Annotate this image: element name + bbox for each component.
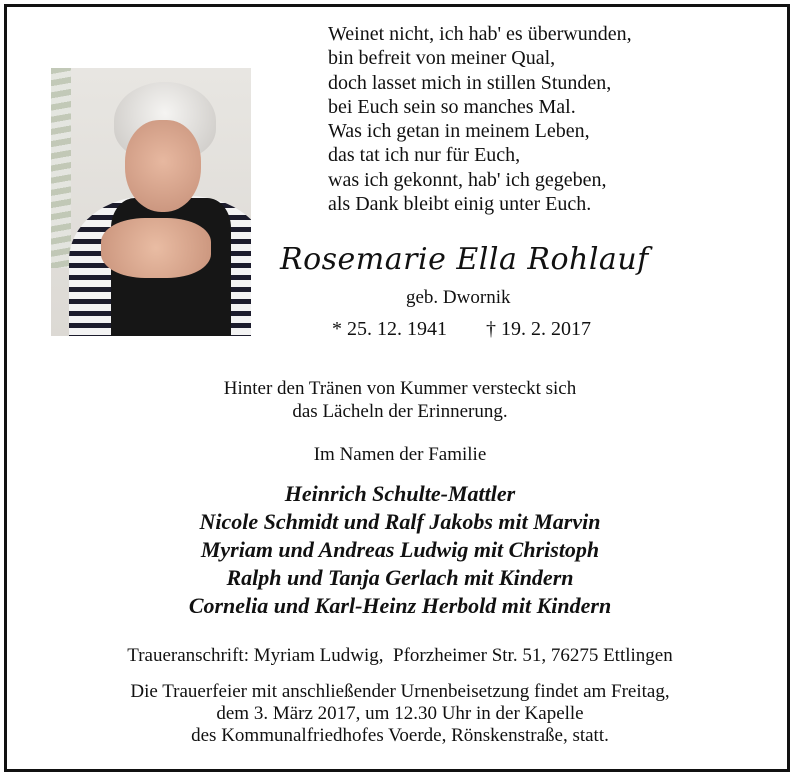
photo-plant: [51, 68, 71, 268]
photo-face: [125, 120, 201, 212]
quote-line: das Lächeln der Erinnerung.: [292, 401, 508, 422]
death-date: † 19. 2. 2017: [486, 318, 591, 340]
funeral-service-info: [0, 681, 800, 747]
quote-line: Hinter den Tränen von Kummer versteckt sich: [223, 378, 577, 399]
memorial-quote: [0, 377, 800, 423]
poem-line: Weinet nicht, ich hab' es überwunden,: [328, 23, 632, 45]
portrait-photo: [51, 68, 251, 336]
poem-line: als Dank bleibt einig unter Euch.: [328, 193, 592, 216]
poem-line: bin befreit von meiner Qual,: [328, 47, 556, 70]
family-name-line: Ralph und Tanja Gerlach mit Kindern: [226, 565, 574, 590]
mourning-address: Traueranschrift: Myriam Ludwig, Pforzheimer Str. 51, 76275 Ettlingen: [127, 645, 673, 666]
family-name-line: Myriam und Andreas Ludwig mit Christoph: [200, 537, 600, 562]
family-name-line: Heinrich Schulte-Mattler: [284, 481, 516, 506]
deceased-name: Rosemarie Ella Rohlauf: [280, 242, 649, 277]
poem-line: das tat ich nur für Euch,: [328, 144, 521, 167]
poem-line: bei Euch sein so manches Mal.: [328, 95, 576, 118]
service-line: Die Trauerfeier mit anschließender Urnenbeisetzung findet am Freitag,: [130, 681, 670, 702]
maiden-name: geb. Dwornik: [406, 287, 511, 308]
family-intro: Im Namen der Familie: [313, 444, 487, 465]
photo-hands: [101, 218, 211, 278]
poem-line: doch lasset mich in stillen Stunden,: [328, 71, 612, 94]
poem: [328, 22, 632, 216]
poem-line: Was ich getan in meinem Leben,: [328, 120, 590, 143]
poem-line: was ich gekonnt, hab' ich gegeben,: [328, 168, 607, 191]
service-line: dem 3. März 2017, um 12.30 Uhr in der Kapelle: [216, 703, 584, 724]
family-name-line: Nicole Schmidt und Ralf Jakobs mit Marvin: [199, 509, 601, 534]
service-line: des Kommunalfriedhofes Voerde, Rönskenstraße, statt.: [191, 725, 609, 746]
family-names: [0, 480, 800, 620]
family-name-line: Cornelia und Karl-Heinz Herbold mit Kindern: [188, 593, 612, 618]
birth-date: * 25. 12. 1941: [332, 318, 447, 340]
